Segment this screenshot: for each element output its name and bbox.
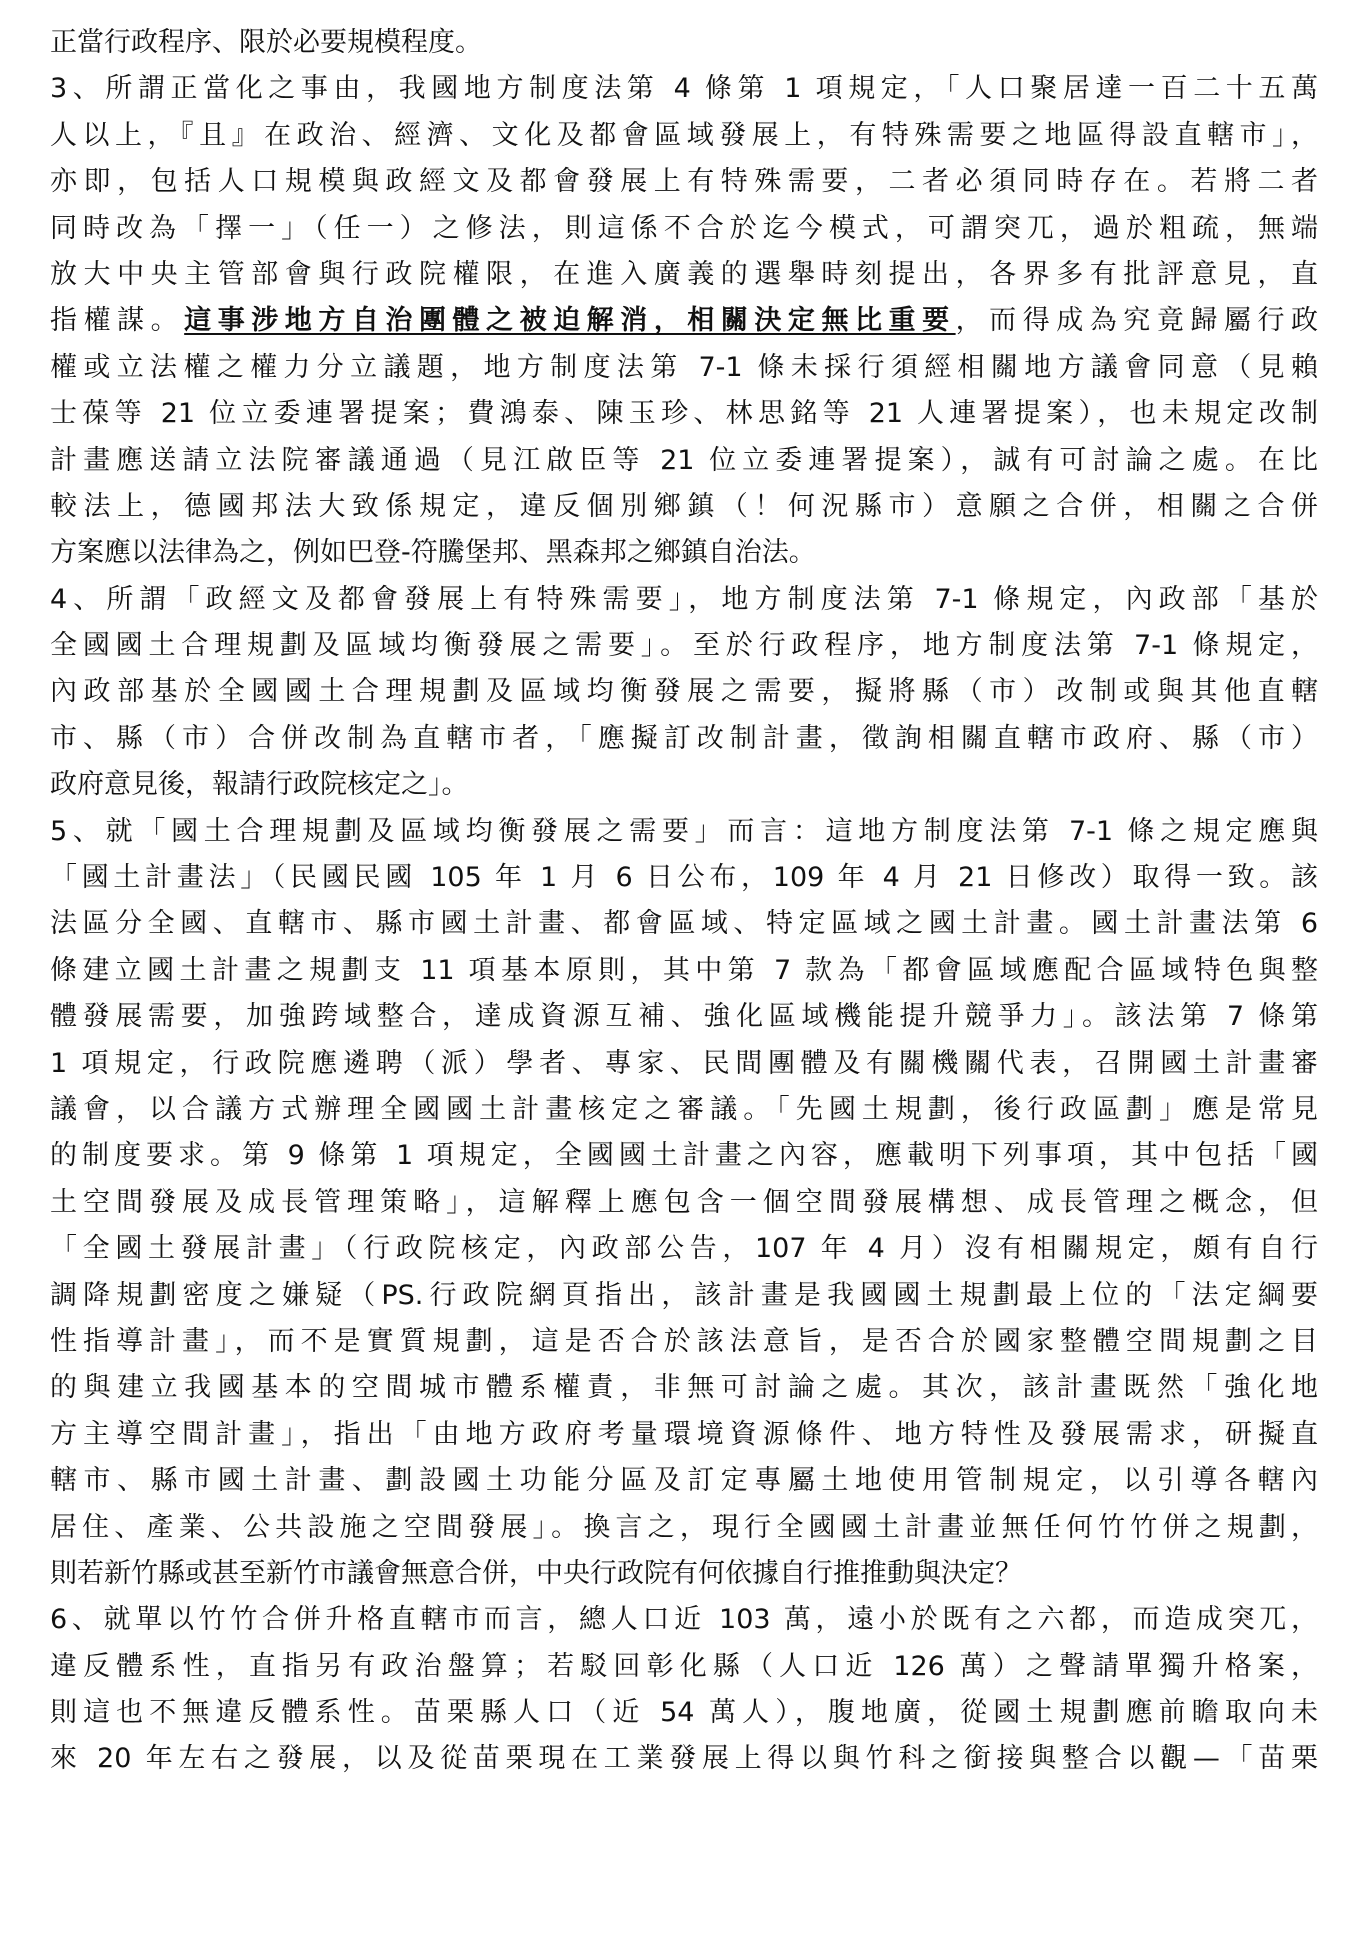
text-line: 正當行政程序、限於必要規模程度。 (50, 27, 482, 58)
text-line: 「全國土發展計畫」（行政院核定，內政部公告，107 年 4 月）沒有相關規定，頗有自行 (50, 1233, 1318, 1265)
text-line: 議會，以合議方式辦理全國國土計畫核定之審議。「先國土規劃，後行政區劃」應是常見 (50, 1093, 1318, 1125)
text-line: 6、就單以竹竹合併升格直轄市而言，總人口近 103 萬，遠小於既有之六都，而造成突兀， (50, 1604, 1318, 1636)
text-line: 政府意見後，報請行政院核定之」。 (50, 769, 469, 801)
text-line: 1 項規定，行政院應遴聘（派）學者、專家、民間團體及有關機關代表，召開國土計畫審 (50, 1047, 1318, 1079)
text-line: 3、所謂正當化之事由，我國地方制度法第 4 條第 1 項規定，「人口聚居達一百二十五萬 (50, 73, 1318, 105)
text-segment: 指權謀。 (50, 305, 185, 337)
text-line: 方主導空間計畫」，指出「由地方政府考量環境資源條件、地方特性及發展需求，研擬直 (50, 1418, 1318, 1450)
emphasized-statement: 這事涉地方自治團體之被迫解消，相關決定無比重要 (184, 305, 956, 337)
text-line: 則若新竹縣或甚至新竹市議會無意合併，中央行政院有何依據自行推推動與決定？ (50, 1557, 1022, 1589)
text-line: 4、所謂「政經文及都會發展上有特殊需要」，地方制度法第 7-1 條規定，內政部「基於 (50, 583, 1318, 615)
text-line: 調降規劃密度之嫌疑（PS.行政院網頁指出，該計畫是我國國土規劃最上位的「法定綱要 (50, 1279, 1318, 1311)
text-line: 放大中央主管部會與行政院權限，在進入廣義的選舉時刻提出，各界多有批評意見，直 (50, 258, 1318, 290)
text-line: 人以上，『且』在政治、經濟、文化及都會區域發展上，有特殊需要之地區得設直轄市」， (50, 119, 1318, 151)
text-line: 士葆等 21 位立委連署提案；費鴻泰、陳玉珍、林思銘等 21 人連署提案），也未規定改制 (50, 398, 1318, 430)
text-line: 亦即，包括人口規模與政經文及都會發展上有特殊需要，二者必須同時存在。若將二者 (50, 166, 1318, 198)
text-line: 市、縣（市）合併改制為直轄市者，「應擬訂改制計畫，徵詢相關直轄市政府、縣（市） (50, 722, 1318, 754)
text-line: 條建立國土計畫之規劃支 11 項基本原則，其中第 7 款為「都會區域應配合區域特色與整 (50, 954, 1318, 986)
text-line: 方案應以法律為之，例如巴登-符騰堡邦、黑森邦之鄉鎮自治法。 (50, 537, 816, 569)
document-page (50, 20, 1318, 1783)
text-line: 性指導計畫」，而不是實質規劃，這是否合於該法意旨，是否合於國家整體空間規劃之目 (50, 1325, 1318, 1357)
text-line: 計畫應送請立法院審議通過（見江啟臣等 21 位立委連署提案），誠有可討論之處。在比 (50, 444, 1318, 476)
text-line: 違反體系性，直指另有政治盤算；若駁回彰化縣（人口近 126 萬）之聲請單獨升格案， (50, 1650, 1318, 1682)
text-line: 同時改為「擇一」（任一）之修法，則這係不合於迄今模式，可謂突兀，過於粗疏，無端 (50, 212, 1318, 244)
text-line: 的與建立我國基本的空間城市體系權責，非無可討論之處。其次，該計畫既然「強化地 (50, 1372, 1318, 1404)
text-line: 體發展需要，加強跨域整合，達成資源互補、強化區域機能提升競爭力」。該法第 7 條第 (50, 1001, 1318, 1033)
text-line: 居住、產業、公共設施之空間發展」。換言之，現行全國國土計畫並無任何竹竹併之規劃， (50, 1511, 1318, 1543)
text-line-emphasis (50, 298, 1318, 344)
text-segment: ，而得成為究竟歸屬行政 (955, 305, 1318, 337)
text-line: 轄市、縣市國土計畫、劃設國土功能分區及訂定專屬土地使用管制規定，以引導各轄內 (50, 1465, 1318, 1497)
text-line: 5、就「國土合理規劃及區域均衡發展之需要」而言：這地方制度法第 7-1 條之規定應與 (50, 815, 1318, 847)
text-line: 權或立法權之權力分立議題，地方制度法第 7-1 條未採行須經相關地方議會同意（見賴 (50, 351, 1318, 383)
text-line: 則這也不無違反體系性。苗栗縣人口（近 54 萬人），腹地廣，從國土規劃應前瞻取向未 (50, 1697, 1318, 1729)
text-line: 全國國土合理規劃及區域均衡發展之需要」。至於行政程序，地方制度法第 7-1 條規定， (50, 630, 1318, 662)
text-line: 較法上，德國邦法大致係規定，違反個別鄉鎮（！何況縣市）意願之合併，相關之合併 (50, 490, 1318, 522)
text-line: 內政部基於全國國土合理規劃及區域均衡發展之需要，擬將縣（市）改制或與其他直轄 (50, 676, 1318, 708)
text-line: 來 20 年左右之發展，以及從苗栗現在工業發展上得以與竹科之銜接與整合以觀—「苗栗 (50, 1743, 1318, 1775)
text-line: 的制度要求。第 9 條第 1 項規定，全國國土計畫之內容，應載明下列事項，其中包括「國 (50, 1140, 1318, 1172)
text-line: 法區分全國、直轄市、縣市國土計畫、都會區域、特定區域之國土計畫。國土計畫法第 6 (50, 908, 1318, 940)
text-line: 「國土計畫法」（民國民國 105 年 1 月 6 日公布，109 年 4 月 21 日修改）取得一致。該 (50, 862, 1318, 894)
text-line: 土空間發展及成長管理策略」，這解釋上應包含一個空間發展構想、成長管理之概念，但 (50, 1186, 1318, 1218)
